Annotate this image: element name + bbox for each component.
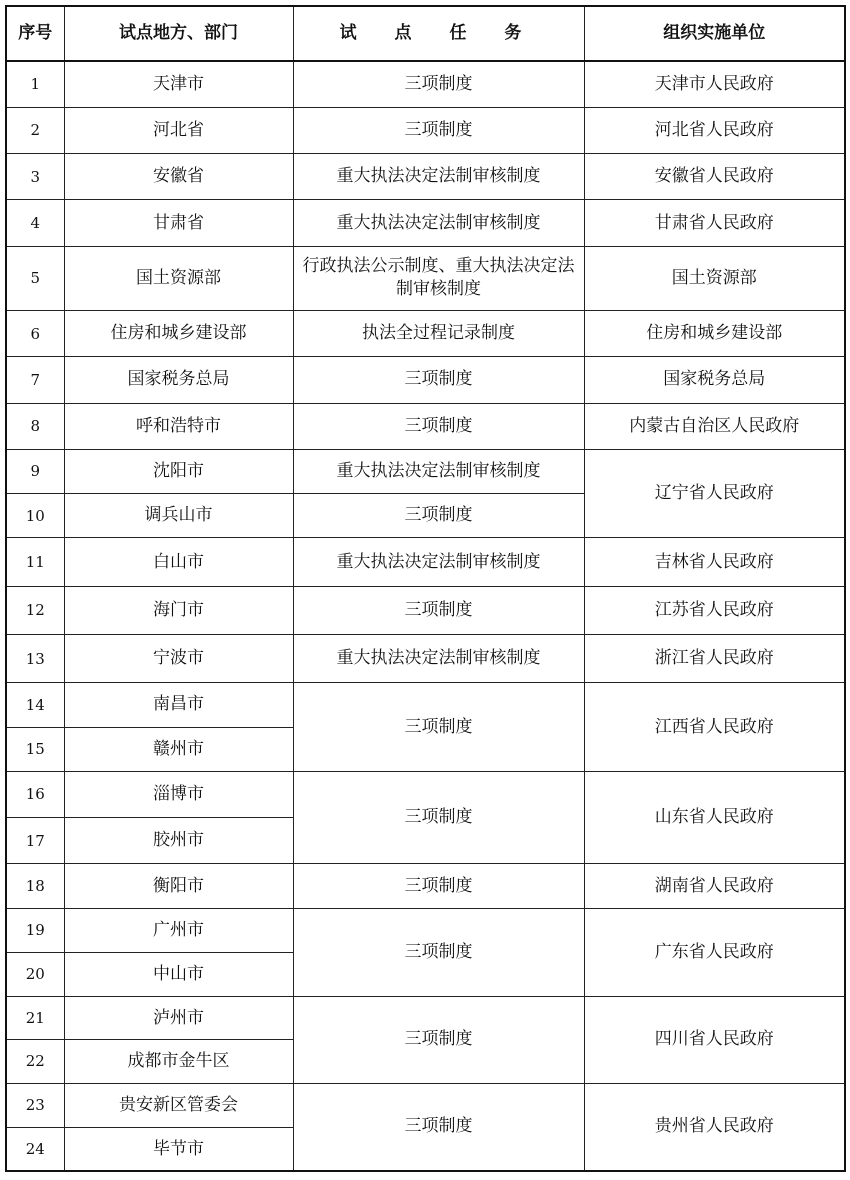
task-cell: 重大执法决定法制审核制度	[293, 538, 584, 586]
row-number: 13	[6, 634, 64, 682]
org-cell: 国土资源部	[584, 246, 845, 310]
row-number: 19	[6, 908, 64, 952]
table-row	[6, 586, 845, 634]
table-row	[6, 154, 845, 200]
table-row	[6, 997, 845, 1040]
task-cell: 执法全过程记录制度	[293, 311, 584, 357]
task-cell: 三项制度	[293, 683, 584, 772]
task-cell: 三项制度	[293, 494, 584, 538]
org-cell: 江苏省人民政府	[584, 586, 845, 634]
table-row	[6, 683, 845, 727]
org-cell: 浙江省人民政府	[584, 634, 845, 682]
place-cell: 中山市	[64, 952, 293, 996]
table-row	[6, 246, 845, 310]
task-cell: 重大执法决定法制审核制度	[293, 200, 584, 246]
table-row	[6, 1083, 845, 1127]
place-cell: 南昌市	[64, 683, 293, 727]
place-cell: 呼和浩特市	[64, 403, 293, 449]
row-number: 20	[6, 952, 64, 996]
place-cell: 成都市金牛区	[64, 1040, 293, 1083]
row-number: 10	[6, 494, 64, 538]
org-cell: 住房和城乡建设部	[584, 311, 845, 357]
table-row	[6, 357, 845, 403]
place-cell: 河北省	[64, 107, 293, 153]
place-cell: 天津市	[64, 61, 293, 107]
place-cell: 淄博市	[64, 771, 293, 817]
row-number: 4	[6, 200, 64, 246]
row-number: 17	[6, 818, 64, 864]
task-cell: 三项制度	[293, 357, 584, 403]
row-number: 22	[6, 1040, 64, 1083]
table-row	[6, 311, 845, 357]
table-row	[6, 771, 845, 817]
table-row	[6, 538, 845, 586]
row-number: 9	[6, 449, 64, 493]
task-cell: 三项制度	[293, 61, 584, 107]
table-row	[6, 403, 845, 449]
task-cell: 三项制度	[293, 107, 584, 153]
place-cell: 调兵山市	[64, 494, 293, 538]
row-number: 5	[6, 246, 64, 310]
row-number: 3	[6, 154, 64, 200]
place-cell: 甘肃省	[64, 200, 293, 246]
org-cell: 辽宁省人民政府	[584, 449, 845, 538]
place-cell: 沈阳市	[64, 449, 293, 493]
header-place: 试点地方、部门	[64, 6, 293, 61]
pilot-table	[5, 5, 846, 1172]
task-cell: 三项制度	[293, 771, 584, 864]
row-number: 12	[6, 586, 64, 634]
row-number: 14	[6, 683, 64, 727]
task-cell: 重大执法决定法制审核制度	[293, 449, 584, 493]
header-row	[6, 6, 845, 61]
row-number: 15	[6, 727, 64, 771]
place-cell: 宁波市	[64, 634, 293, 682]
place-cell: 赣州市	[64, 727, 293, 771]
task-cell: 三项制度	[293, 586, 584, 634]
org-cell: 广东省人民政府	[584, 908, 845, 997]
table-row	[6, 908, 845, 952]
place-cell: 衡阳市	[64, 864, 293, 908]
task-cell: 三项制度	[293, 1083, 584, 1171]
place-cell: 泸州市	[64, 997, 293, 1040]
place-cell: 国土资源部	[64, 246, 293, 310]
org-cell: 内蒙古自治区人民政府	[584, 403, 845, 449]
org-cell: 山东省人民政府	[584, 771, 845, 864]
org-cell: 天津市人民政府	[584, 61, 845, 107]
table-row	[6, 864, 845, 908]
org-cell: 湖南省人民政府	[584, 864, 845, 908]
row-number: 18	[6, 864, 64, 908]
row-number: 8	[6, 403, 64, 449]
org-cell: 贵州省人民政府	[584, 1083, 845, 1171]
table-row	[6, 107, 845, 153]
place-cell: 海门市	[64, 586, 293, 634]
org-cell: 甘肃省人民政府	[584, 200, 845, 246]
place-cell: 胶州市	[64, 818, 293, 864]
task-cell: 三项制度	[293, 403, 584, 449]
task-cell: 三项制度	[293, 864, 584, 908]
place-cell: 国家税务总局	[64, 357, 293, 403]
table-row	[6, 449, 845, 493]
place-cell: 广州市	[64, 908, 293, 952]
task-cell: 三项制度	[293, 997, 584, 1084]
row-number: 16	[6, 771, 64, 817]
org-cell: 江西省人民政府	[584, 683, 845, 772]
table-row	[6, 200, 845, 246]
row-number: 11	[6, 538, 64, 586]
table-row	[6, 61, 845, 107]
row-number: 21	[6, 997, 64, 1040]
header-org: 组织实施单位	[584, 6, 845, 61]
task-cell: 重大执法决定法制审核制度	[293, 634, 584, 682]
org-cell: 四川省人民政府	[584, 997, 845, 1084]
row-number: 23	[6, 1083, 64, 1127]
place-cell: 白山市	[64, 538, 293, 586]
org-cell: 国家税务总局	[584, 357, 845, 403]
task-cell: 三项制度	[293, 908, 584, 997]
task-cell: 重大执法决定法制审核制度	[293, 154, 584, 200]
place-cell: 住房和城乡建设部	[64, 311, 293, 357]
place-cell: 贵安新区管委会	[64, 1083, 293, 1127]
table-row	[6, 634, 845, 682]
place-cell: 毕节市	[64, 1127, 293, 1171]
task-cell: 行政执法公示制度、重大执法决定法制审核制度	[293, 246, 584, 310]
row-number: 24	[6, 1127, 64, 1171]
org-cell: 吉林省人民政府	[584, 538, 845, 586]
header-task: 试 点 任 务	[293, 6, 584, 61]
row-number: 1	[6, 61, 64, 107]
row-number: 6	[6, 311, 64, 357]
place-cell: 安徽省	[64, 154, 293, 200]
header-index: 序号	[6, 6, 64, 61]
row-number: 7	[6, 357, 64, 403]
row-number: 2	[6, 107, 64, 153]
org-cell: 河北省人民政府	[584, 107, 845, 153]
org-cell: 安徽省人民政府	[584, 154, 845, 200]
